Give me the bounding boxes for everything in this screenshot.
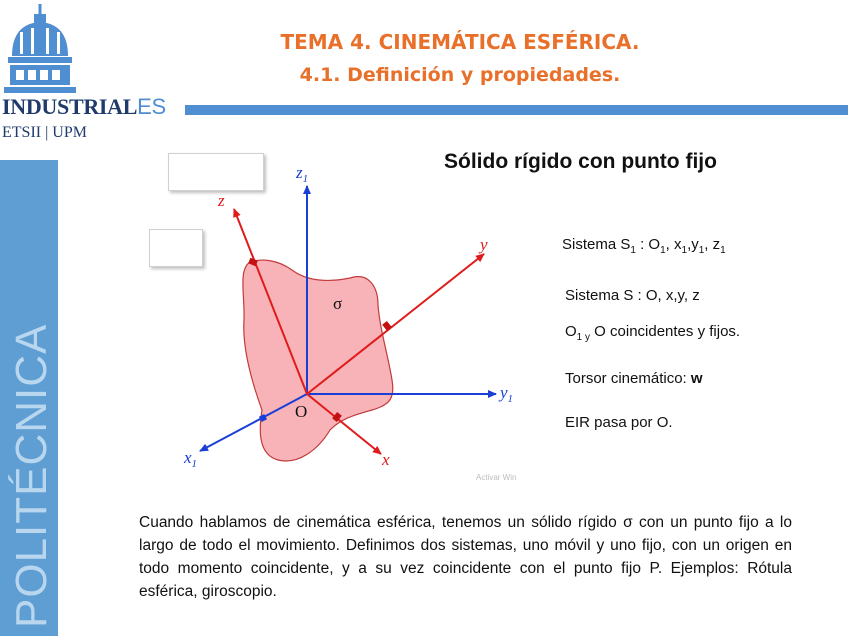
property-item-coincident: $O_{1 y}$ O coincidentes y fijos. [565,323,741,343]
property-item-system-s: Sistema S : O, x,y, z [565,287,700,304]
logo-wordmark-bold: INDUSTRIAL [2,94,138,119]
x1-axis-label: $x_1$ [184,448,198,470]
origin-label: O [295,402,308,421]
description-paragraph: Cuando hablamos de cinemática esférica, tenemos un sólido rígido σ con un punto fijo a lo largo de todo el movimiento. Definimos dos sistemas, uno móvil y uno fijo, con un origen en todo momento coincidente, y a su vez coincidente con el punto fijo P. Ejemplos: Rótula esférica, giroscopio. [139,514,792,600]
y1-axis-label: $y_1$ [500,383,514,405]
z-axis-label: z [218,191,225,210]
slide-title: TEMA 4. CINEMÁTICA ESFÉRICA. [280,30,640,54]
logo-wordmark-thin: ES [137,94,166,119]
z1-axis-label: $z_1$ [296,163,309,185]
sidebar-label: POLITÉCNICA [7,323,56,628]
x-axis-label: x [382,450,390,469]
section-title: Sólido rígido con punto fijo [444,150,717,173]
property-item-eir: EIR pasa por O. [565,414,673,431]
sigma-label: σ [333,294,343,313]
property-item-system-s1: Sistema $S_1$ : $O_1$, $x_1,y_1$, $z_1$ [562,236,726,256]
logo-school-name: ETSII | UPM [2,124,87,141]
y-axis-label: y [480,235,488,254]
slide-subtitle: 4.1. Definición y propiedades. [299,64,621,86]
y-axis-pierce-mark [382,321,392,331]
activation-watermark: Activar Win [476,473,517,482]
property-item-torsor: Torsor cinemático: w [565,370,703,387]
